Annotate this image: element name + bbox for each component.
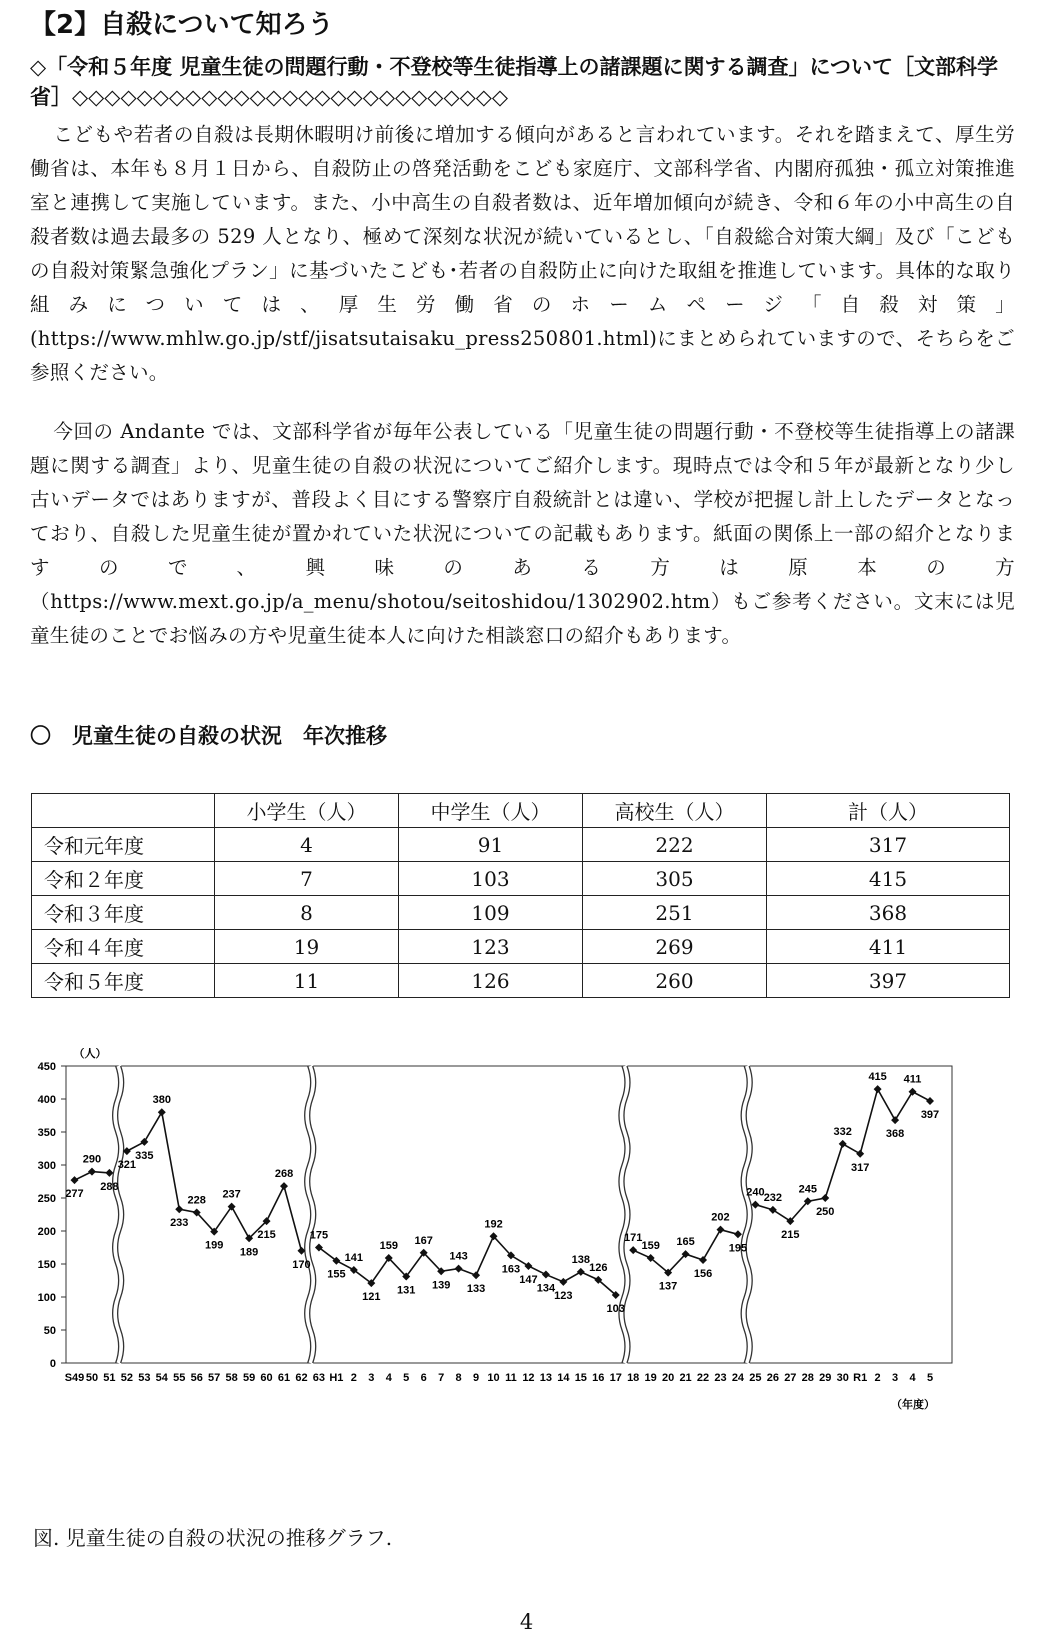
data-label: 126 [589,1261,608,1274]
data-label: 155 [327,1268,346,1281]
data-label: 123 [554,1289,573,1302]
data-point [158,1108,166,1116]
x-tick-label: 17 [609,1372,622,1384]
data-label: 277 [65,1188,84,1201]
data-point [542,1271,550,1279]
cell-junior-high: 103 [399,862,583,896]
data-label: 368 [885,1128,905,1141]
x-tick-label: 29 [819,1372,832,1384]
data-point [874,1085,882,1093]
data-point [716,1226,724,1234]
data-point [280,1182,288,1190]
data-label: 415 [868,1071,887,1084]
suicide-trend-line-chart [28,1048,1018,1518]
data-label: 215 [781,1229,800,1242]
x-tick-label: 13 [539,1372,553,1384]
data-label: 192 [484,1218,503,1231]
y-tick-label: 400 [37,1094,56,1106]
x-tick-label: 61 [277,1372,291,1384]
x-tick-label: 20 [661,1372,675,1384]
y-tick-label: 300 [37,1160,56,1172]
data-label: 232 [763,1191,783,1204]
row-label: 令和４年度 [32,930,215,964]
data-point [821,1194,829,1202]
data-label: 233 [170,1217,189,1230]
cell-total: 415 [767,862,1010,896]
data-point [71,1176,79,1184]
table-row [32,930,1010,964]
cell-total: 368 [767,896,1010,930]
data-point [105,1169,113,1177]
x-tick-label: 15 [574,1372,587,1384]
data-point [524,1262,532,1270]
cell-total: 317 [767,828,1010,862]
x-tick-label: 6 [420,1372,427,1384]
y-tick-label: 200 [37,1226,56,1238]
data-label: 121 [362,1291,381,1304]
data-label: 139 [431,1279,451,1292]
data-label: 397 [920,1108,940,1121]
header-cell-blank [32,794,215,828]
data-label: 134 [536,1282,556,1295]
x-tick-label: 14 [557,1372,570,1384]
data-point [891,1116,899,1124]
table-heading: 〇 児童生徒の自殺の状況 年次推移 [30,724,387,748]
x-tick-label: H1 [329,1372,344,1384]
data-label: 228 [187,1194,206,1207]
data-label: 215 [257,1229,276,1242]
x-tick-label: 2 [874,1372,881,1384]
header-cell-total: 計（人） [767,794,1010,828]
header-cell-high-school: 高校生（人） [583,794,767,828]
data-label: 159 [379,1240,398,1253]
data-point [751,1201,759,1209]
header-cell-junior-high: 中学生（人） [399,794,583,828]
data-label: 175 [309,1229,329,1242]
andante-paragraph: 今回の Andante では、文部科学省が毎年公表している「児童生徒の問題行動・不登校等生徒指導上の諸課題に関する調査」より、児童生徒の自殺の状況についてご紹介します。現時点では令和５年が最新となり少し古いデータではありますが、普段よく目にする警察庁自殺統計とは違い、学校が把握し計上したデータとなっており、自殺した児童生徒が置かれていた状況についての記載もあります。紙面の関係上一部の紹介となりますので、興味のある方は原本の方（https://www.mext.go.jp/a_menu/shotou/seitoshidou/1302902.htm）もご参考ください。文末には児童生徒のことでお悩みの方や児童生徒本人に向けた相談窓口の紹介もあります。 [30,420,1016,647]
x-tick-label: 25 [749,1372,762,1384]
cell-high-school: 222 [583,828,767,862]
data-label: 143 [449,1250,468,1263]
x-tick-label: 9 [472,1372,480,1384]
data-point [577,1268,585,1276]
data-point [559,1278,567,1286]
data-label: 141 [344,1251,364,1264]
x-tick-label: 12 [522,1372,535,1384]
table-row [32,964,1010,998]
x-tick-label: 5 [926,1372,934,1384]
data-label: 170 [292,1258,311,1271]
data-label: 290 [82,1153,102,1166]
data-point [472,1271,480,1279]
x-tick-label: 54 [155,1372,168,1384]
y-tick-label: 350 [37,1127,56,1139]
cell-elementary: 11 [215,964,399,998]
x-axis-unit-label: （年度） [891,1399,935,1411]
y-tick-label: 150 [37,1259,56,1271]
x-tick-label: 22 [696,1372,710,1384]
table-row [32,896,1010,930]
y-tick-label: 50 [43,1325,56,1337]
x-tick-label: 24 [731,1372,745,1384]
data-point [769,1206,777,1214]
data-label: 240 [746,1186,765,1199]
intro-paragraph: こどもや若者の自殺は長期休暇明け前後に増加する傾向があると言われています。それを踏まえて、厚生労働省は、本年も８月１日から、自殺防止の啓発活動をこども家庭庁、文部科学省、内閣府孤独・孤立対策推進室と連携して実施しています。また、小中高生の自殺者数は、近年増加傾向が続き、令和６年の小中高生の自殺者数は過去最多の 529 人となり、極めて深刻な状況が続いているとし、「自殺総合対策大綱」及び「こどもの自殺対策緊急強化プラン」に基づいたこども･若者の自殺防止に向けた取組を推進しています。具体的な取り組みについては、厚生労働省のホームページ「自殺対策」(https://www.mhlw.go.jp/stf/jisatsutaisaku_press250801.html)にまとめられていますので、そちらをご参照ください。 [30,123,1015,384]
chart-caption: 図. 児童生徒の自殺の状況の推移グラフ. [33,1526,393,1550]
data-label: 195 [728,1242,748,1255]
cell-total: 411 [767,930,1010,964]
data-label: 411 [903,1073,922,1086]
page-number: 4 [519,1610,534,1634]
cell-high-school: 251 [583,896,767,930]
x-tick-label: 5 [403,1372,410,1384]
y-tick-label: 0 [49,1358,56,1370]
data-label: 250 [816,1206,835,1218]
x-tick-label: 18 [627,1372,640,1384]
data-label: 199 [204,1239,224,1252]
data-point [140,1138,148,1146]
x-tick-label: 27 [784,1372,797,1384]
row-label: 令和５年度 [32,964,215,998]
data-label: 288 [100,1180,119,1193]
table-row [32,828,1010,862]
data-label: 335 [135,1149,154,1162]
data-point [629,1246,637,1254]
y-tick-label: 250 [37,1193,56,1205]
x-tick-label: 59 [242,1372,256,1384]
data-label: 332 [833,1125,852,1138]
data-label: 103 [606,1303,625,1316]
data-point [88,1168,96,1176]
y-tick-label: 100 [37,1292,56,1304]
header-cell-elementary: 小学生（人） [215,794,399,828]
x-tick-label: 51 [103,1372,116,1384]
cell-high-school: 269 [583,930,767,964]
x-tick-label: 53 [138,1372,151,1384]
cell-high-school: 305 [583,862,767,896]
x-tick-label: R1 [853,1372,868,1384]
x-tick-label: 55 [173,1372,186,1384]
cell-junior-high: 109 [399,896,583,930]
x-tick-label: 63 [312,1372,326,1384]
data-label: 317 [850,1161,870,1174]
cell-total: 397 [767,964,1010,998]
x-tick-label: 19 [644,1372,657,1384]
x-tick-label: 4 [385,1372,392,1384]
data-label: 202 [711,1211,730,1224]
x-tick-label: 7 [438,1372,445,1384]
cell-elementary: 7 [215,862,399,896]
x-tick-label: 11 [505,1372,517,1384]
data-point [926,1097,934,1105]
x-tick-label: 56 [190,1372,203,1384]
x-tick-label: 58 [225,1372,238,1384]
cell-junior-high: 126 [399,964,583,998]
y-axis-unit-label: （人） [73,1048,107,1060]
x-tick-label: 2 [350,1372,357,1384]
data-label: 137 [658,1280,678,1293]
suicide-count-table [31,793,1010,998]
y-tick-label: 450 [37,1061,56,1073]
data-label: 133 [466,1283,486,1296]
cell-junior-high: 91 [399,828,583,862]
x-tick-label: 57 [208,1372,221,1384]
data-label: 138 [571,1253,590,1266]
data-label: 171 [624,1232,643,1245]
data-label: 163 [501,1263,521,1276]
row-label: 令和元年度 [32,828,215,862]
data-label: 167 [414,1234,433,1247]
row-label: 令和２年度 [32,862,215,896]
data-label: 147 [519,1273,538,1286]
cell-high-school: 260 [583,964,767,998]
x-tick-label: 23 [714,1372,727,1384]
x-tick-label: 50 [85,1372,99,1384]
data-label: 131 [397,1284,416,1297]
x-tick-label: 28 [801,1372,814,1384]
data-label: 159 [641,1240,660,1253]
x-tick-label: 10 [487,1372,500,1384]
data-point [734,1230,742,1238]
data-point [856,1150,864,1158]
data-label: 156 [693,1268,713,1281]
x-tick-label: 4 [909,1372,916,1384]
table-header-row [32,794,1010,828]
x-tick-label: 62 [295,1372,308,1384]
x-tick-label: 52 [120,1372,134,1384]
data-label: 237 [222,1188,241,1201]
x-tick-label: 60 [260,1372,273,1384]
x-tick-label: 8 [455,1372,462,1384]
data-label: 189 [239,1246,259,1259]
x-tick-label: 26 [766,1372,779,1384]
x-tick-label: 3 [892,1372,899,1384]
x-tick-label: 16 [592,1372,605,1384]
x-tick-label: 30 [836,1372,849,1384]
section-heading: 【2】自殺について知ろう [30,10,334,40]
data-point [839,1140,847,1148]
data-point [455,1265,463,1273]
x-tick-label: 3 [368,1372,375,1384]
survey-heading: ◇「令和５年度 児童生徒の問題行動・不登校等生徒指導上の諸課題に関する調査」について［文部科学省］◇◇◇◇◇◇◇◇◇◇◇◇◇◇◇◇◇◇◇◇◇◇◇◇◇◇◇ [30,55,999,109]
cell-elementary: 4 [215,828,399,862]
table-row [32,862,1010,896]
data-point [909,1088,917,1096]
data-label: 268 [274,1168,294,1181]
cell-elementary: 19 [215,930,399,964]
x-tick-label: S49 [64,1372,85,1384]
cell-elementary: 8 [215,896,399,930]
data-label: 380 [152,1094,171,1107]
x-tick-label: 21 [679,1372,692,1384]
cell-junior-high: 123 [399,930,583,964]
data-label: 165 [676,1236,695,1249]
data-point [175,1205,183,1213]
data-label: 321 [117,1159,137,1172]
row-label: 令和３年度 [32,896,215,930]
data-point [699,1256,707,1264]
data-label: 245 [798,1183,817,1196]
